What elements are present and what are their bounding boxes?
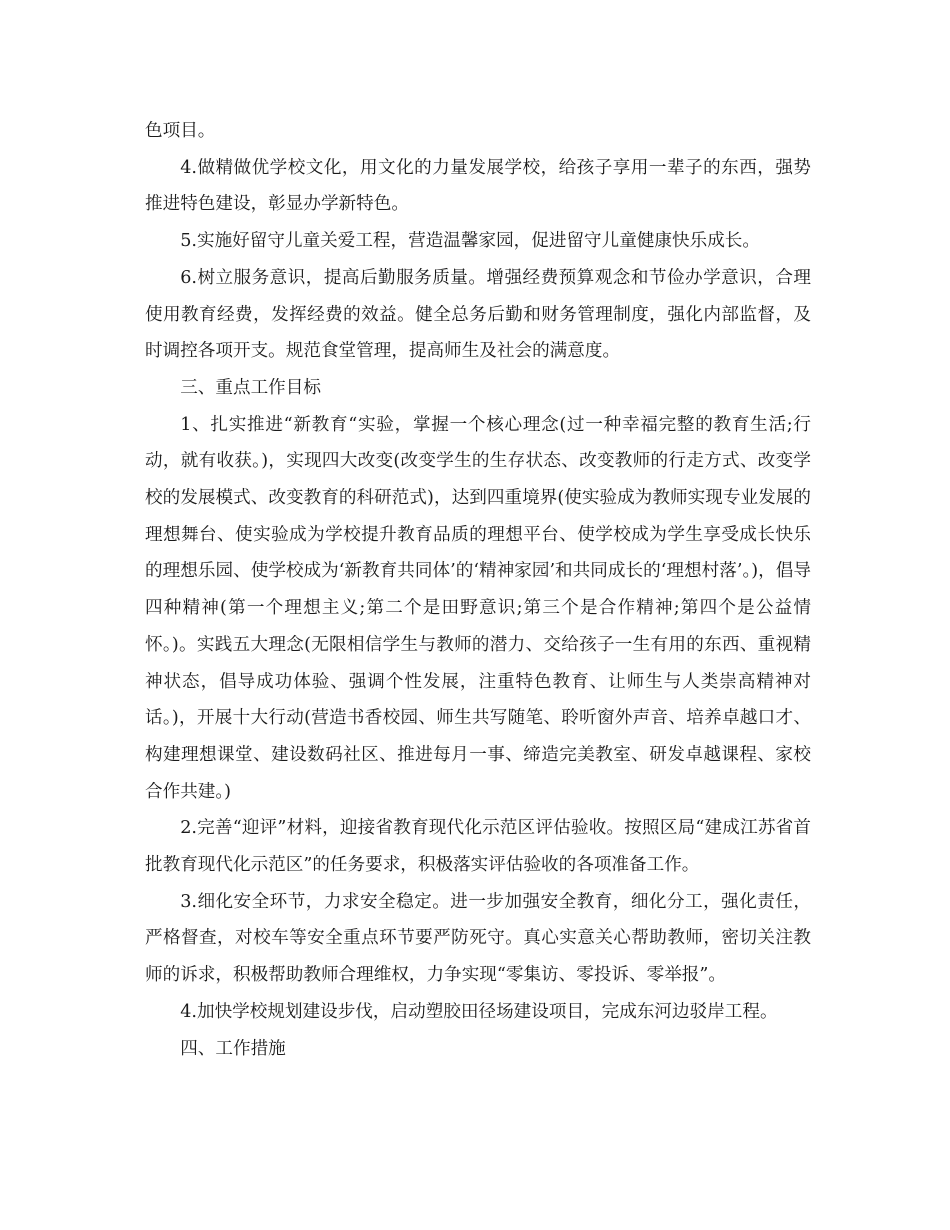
- paragraph-goal-2-evaluation: 2.完善“迎评”材料，迎接省教育现代化示范区评估验收。按照区局“建成江苏省首批教育现代化示范区”的任务要求，积极落实评估验收的各项准备工作。: [145, 818, 811, 876]
- paragraph-continuation: 色项目。: [145, 121, 216, 141]
- paragraph-item-6-logistics: 6.树立服务意识，提高后勤服务质量。增强经费预算观念和节俭办学意识，合理使用教育经费，发挥经费的效益。健全总务后勤和财务管理制度，强化内部监督，及时调控各项开支。规范食堂管理，提高师生及社会的满意度。: [145, 267, 811, 362]
- paragraph-item-5-left-behind-children: 5.实施好留守儿童关爱工程，营造温馨家园，促进留守儿童健康快乐成长。: [180, 231, 760, 252]
- paragraph-item-4-culture: 4.做精做优学校文化，用文化的力量发展学校，给孩子享用一辈子的东西，强势推进特色建设，彰显办学新特色。: [145, 157, 811, 215]
- paragraph-goal-4-construction: 4.加快学校规划建设步伐，启动塑胶田径场建设项目，完成东河边驳岸工程。: [180, 1001, 778, 1022]
- document-body: [145, 113, 811, 1067]
- section-heading-measures: 四、工作措施: [180, 1038, 286, 1059]
- paragraph-goal-3-safety: 3.细化安全环节，力求安全稳定。进一步加强安全教育，细化分工，强化责任，严格督查，对校车等安全重点环节要严防死守。真心实意关心帮助教师，密切关注教师的诉求，积极帮助教师合理维权，力争实现“零集访、零投诉、零举报”。: [145, 891, 811, 986]
- section-heading-key-goals: 三、重点工作目标: [180, 377, 321, 398]
- paragraph-goal-1-new-education: 1、扎实推进“新教育“实验，掌握一个核心理念(过一种幸福完整的教育生活;行动，就有收获。)，实现四大改变(改变学生的生存状态、改变教师的行走方式、改变学校的发展模式、改变教育的科研范式)，达到四重境界(使实验成为教师实现专业发展的理想舞台、使实验成为学校提升教育品质的理想平台、使学校成为学生享受成长快乐的理想乐园、使学校成为‘新教育共同体’的‘精神家园’和共同成长的‘理想村落’。)，倡导四种精神(第一个理想主义;第二个是田野意识;第三个是合作精神;第四个是公益情怀。)。实践五大理念(无限相信学生与教师的潜力、交给孩子一生有用的东西、重视精神状态，倡导成功体验、强调个性发展，注重特色教育、让师生与人类崇高精神对话。)，开展十大行动(营造书香校园、师生共写随笔、聆听窗外声音、培养卓越口才、构建理想课堂、建设数码社区、推进每月一事、缔造完美教室、研发卓越课程、家校合作共建。): [145, 414, 811, 802]
